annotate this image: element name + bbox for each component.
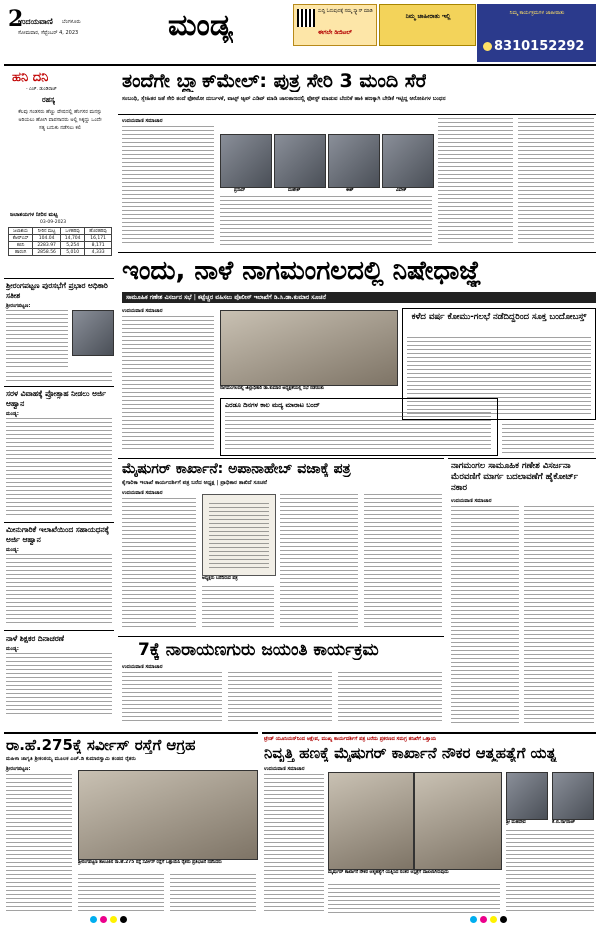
- left-h4-byline: ಮಂಡ್ಯ:: [6, 646, 19, 652]
- highway-deck: ಮಹಿಳಾ ಜಾಗೃತಿ ಶ್ರೀಕಂಠಯ್ಯ ಮೂಲಕ ಎಚ್.ಡಿ ಕುಮಾರಸ್ವಾಮಿ ತಂಡದ ರೈತರು: [6, 756, 136, 762]
- lead-deck: ಸಂಬಂಧಿ, ಸ್ನೇಹಿತರ ಜತೆ ಸೇರಿ ತಂದೆ ಫೋಟೋ ದುರ್ಬಳಕೆ, ವಾಟ್ಸ್ ಆ್ಯಪ್ ಎಡಿಟ್ ಮಾಡಿ ಜಾಲತಾಣದಲ್ಲಿ ಫೋಸ್ಟ್ ಮಾಡುವ ಬೆದರಿಕೆ ಹಾಕಿ ಹಣಕ್ಕಾಗಿ ಬೇಡಿಕೆ ಇಟ್ಟಿದ್ದ ಆರೋಪಿಗಳ ಬಂಧನ: [122, 96, 446, 102]
- ad-placement[interactable]: ನಿಮ್ಮ ಜಾಹೀರಾತು ಇಲ್ಲಿ: [379, 4, 476, 46]
- photo-mahesh: [274, 134, 326, 188]
- left-h1: ಶ್ರೀರಂಗಪಟ್ಟಣ ಪುರಸಭೆಗೆ ಪ್ರಭಾರ ಅಧಿಕಾರಿ ಸತೀಶ: [6, 281, 108, 300]
- sugar-headline: ಮೈಷುಗರ್ ಕಾರ್ಖಾನೆ: ಅಪಾನಾಹೇಬ್ ವಜಾಕ್ಕೆ ಪತ್ರ: [122, 461, 351, 477]
- officer-photo: [72, 310, 114, 356]
- lead-byline: ಉದಯವಾಣಿ ಸಮಾಚಾರ: [122, 118, 163, 124]
- photo-eesh: [328, 134, 380, 188]
- honey-title: ಹನಿ ದನಿ: [12, 70, 49, 85]
- left-h4: ನಾಳೆ ಶಿಕ್ಷಕರ ದಿನಾಚರಣೆ: [6, 634, 65, 643]
- ganesha-story: [118, 252, 596, 457]
- letter-image: [202, 494, 276, 576]
- table-row: ಹಾರಂಗಿ 2858.56 5,010 4,333: [9, 249, 112, 256]
- box-headline: ಕಳೆದ ವರ್ಷ ಕೋಮು-ಗಲಭೆ ನಡೆದಿದ್ದರಿಂದ ಸೂಕ್ತ ಬಂದೋಬಸ್ತ್: [411, 312, 587, 322]
- reservoir-box: [6, 212, 114, 274]
- highway-headline: ರಾ.ಹೆ.275ಕ್ಕೆ ಸರ್ವೀಸ್ ರಸ್ತೆಗೆ ಆಗ್ರಹ: [6, 736, 196, 754]
- left-h3-byline: ಮಂಡ್ಯ:: [6, 547, 19, 553]
- page-number: 2: [8, 6, 24, 32]
- photo-nagaraj: [552, 772, 594, 820]
- name-eesh: ಈಶ್: [346, 188, 354, 193]
- photo-prasad: [220, 134, 272, 188]
- employee-headline: ನಿವೃತ್ತಿ ಹಣಕ್ಕೆ ಮೈಷುಗರ್ ಕಾರ್ಖಾನೆ ನೌಕರ ಆತ್ಮಹತ್ಯೆಗೆ ಯತ್ನ: [264, 744, 557, 762]
- district-title: ಮಂಡ್ಯ: [168, 8, 234, 43]
- narayana-byline: ಉದಯವಾಣಿ ಸಮಾಚಾರ: [122, 664, 163, 670]
- highway-byline: ಶ್ರೀರಂಗಪಟ್ಟಣ:: [6, 766, 31, 772]
- employee-byline: ಉದಯವಾಣಿ ಸಮಾಚಾರ: [264, 766, 305, 772]
- hospital-photo-2: [414, 772, 502, 870]
- narayana-story: [118, 636, 444, 728]
- left-column: [4, 278, 114, 720]
- protest-photo: [78, 770, 258, 860]
- poem-title: ರಹಸ್ಯ: [42, 96, 56, 104]
- lead-headline: ತಂದೆಗೇ ಬ್ಲ್ಯಾಕ್‌ಮೇಲ್: ಪುತ್ರ ಸೇರಿ 3 ಮಂದಿ ಸೆರೆ: [122, 70, 427, 92]
- lead-story: [118, 70, 596, 250]
- reservoir-table: [8, 227, 112, 256]
- hospital-photo-1: [328, 772, 414, 870]
- honey-author: - ಎಚ್. ಡುಂಡಿರಾಜ್: [26, 87, 57, 92]
- table-row: ಕಬಿನಿ 2283.97 5,254 8,171: [9, 242, 112, 249]
- left-h2: ಸರಳ ವಿವಾಹಕ್ಕೆ ಪ್ರೋತ್ಸಾಹ ನೀಡಲು ಅರ್ಜಿ ಆಹ್ವಾನ: [6, 389, 106, 408]
- reservoir-date: 03-09-2023: [40, 220, 67, 225]
- ad-events[interactable]: ನಿಮ್ಮ ಕಾರ್ಯಕ್ರಮಗಳ ಜಾಹೀರಾತು 8310152292: [477, 4, 596, 62]
- registration-marks: [90, 916, 510, 924]
- photo-vivek: [382, 134, 434, 188]
- masthead: [0, 0, 600, 66]
- qr-icon: [297, 9, 315, 27]
- table-row: ಕೆಆರ್‌ಎಸ್ 104.04 14,704 16,171: [9, 235, 112, 242]
- employee-kicker: ಟ್ರೇಡ್ ಯೂನಿಯನ್‌ನಿಂದ ಆಕ್ಷೇಪ, ಮುಖ್ಯ ಕಾರ್ಯದರ್ಶಿಗೆ ಪತ್ರ ಬರೆದು ಪ್ರಕರಣದ ಸಮಗ್ರ ತನಿಖೆಗೆ ಒತ್ತಾಯ: [264, 736, 437, 742]
- protest-caption: ಶ್ರೀರಂಗಪಟ್ಟಣ ತಾಲೂಕಿನ ರಾ.ಹೆ.275 ರಸ್ತೆ ಸರ್ವೀಸ್ ರಸ್ತೆಗೆ ಒತ್ತಾಯಿಸಿ ರೈತರು ಪ್ರತಿಭಟನೆ ನಡೆಸಿದರು: [78, 860, 222, 865]
- ganesha-headline: ಇಂದು, ನಾಳೆ ನಾಗಮಂಗಲದಲ್ಲಿ ನಿಷೇಧಾಜ್ಞೆ: [122, 256, 482, 286]
- date-line: ಸೋಮವಾರ, ಸೆಪ್ಟೆಂಬರ್ 4, 2023: [18, 30, 79, 36]
- edition-city: ಬೆಂಗಳೂರು: [62, 19, 81, 25]
- employee-story: [262, 732, 596, 922]
- liquor-box: [220, 398, 498, 456]
- narayana-headline: 7ಕ್ಕೆ ನಾರಾಯಣಗುರು ಜಯಂತಿ ಕಾರ್ಯಕ್ರಮ: [138, 640, 379, 660]
- name-nagaraj: ಕೆ.ಬಿ.ನಾಗರಾಜ್: [552, 820, 576, 825]
- hc-headline: ನಾಗಮಂಗಲ ಸಾಮೂಹಿಕ ಗಣೇಶ ವಿಸರ್ಜನಾ ಮೆರವಣಿಗೆ ಮಾರ್ಗ ಬದಲಾವಣೆಗೆ ಹೈಕೋರ್ಟ್ ನಕಾರ: [451, 461, 579, 493]
- table-row: ಜಲಾಶಯ ನೀರಿನ ಮಟ್ಟ ಒಳಹರಿವು ಹೊರಹರಿವು: [9, 228, 112, 235]
- left-h3: ಮೀನುಗಾರಿಕೆ ಇಲಾಖೆಯಿಂದ ಸಹಾಯಧನಕ್ಕೆ ಅರ್ಜಿ ಆಹ್ವಾನ: [6, 525, 110, 544]
- ad-digital[interactable]: ಸುದ್ದಿ ಓದುವುದಕ್ಕೆ ನಮ್ಮ ಸ್ಕ್ಯಾನ್ ಮಾಡಿ ಈಗಲೇ ಡಿಜಿಟಲ್: [293, 4, 377, 46]
- sugar-byline: ಉದಯವಾಣಿ ಸಮಾಚಾರ: [122, 490, 163, 496]
- highway-story: [4, 732, 258, 922]
- hospital-caption: ಮೈಷುಗರ್ ಕಾರ್ಖಾನೆ ನೌಕರ ಆತ್ಮಹತ್ಯೆಗೆ ಯತ್ನಿಸಿದ ನಂತರ ಆಸ್ಪತ್ರೆಗೆ ದಾಖಲಾಗಿರುವುದು: [328, 870, 449, 875]
- poem-text: ಕೆಲವು ಗಂಡಸರು ಹೆಣ್ಣು ವೇಷದಲ್ಲಿ ಹೆಂಗಸರ ಮನಸ್ಸು ಅರಿಯಲು ಹೋಗಿ ವಾಪಸಾದರು ಅಲ್ಲಿ ಸಿಕ್ಕದ್ದು ಒಂದೇ ಸತ್ಯ ಬದುಕು ನಡೆಸಲು ಕಲಿ: [18, 109, 102, 131]
- ganesha-byline: ಉದಯವಾಣಿ ಸಮಾಚಾರ: [122, 308, 163, 314]
- sugar-story: [118, 458, 444, 634]
- honey-dani-column: [4, 70, 114, 210]
- name-mahesh: ಮಹೇಶ್: [288, 188, 301, 193]
- liquor-headline: ಎರಡೂ ದಿನಗಳ ಕಾಲ ಮದ್ಯ ಮಾರಾಟ ಬಂದ್: [225, 401, 320, 409]
- paper-name: ಉದಯವಾಣಿ: [18, 17, 53, 26]
- phone-icon: [483, 42, 492, 51]
- name-mahadeva: ಶ್ರೀ ಮಹದೇವ: [506, 820, 526, 825]
- meeting-photo: [220, 310, 398, 386]
- reservoir-title: ಜಲಾಶಯಗಳ ನೀರಿನ ಮಟ್ಟ: [10, 212, 58, 218]
- sugar-deck: ಕೈಗಾರಿಕಾ ಇಲಾಖೆ ಕಾರ್ಯದರ್ಶಿಗೆ ಪತ್ರ ಬರೆದ ಅಧ್ಯಕ್ಷ | ಪ್ರಾಧಿಕಾರ ತಾಖಿದೆ ಸೂಚನೆ: [122, 480, 267, 486]
- letter-caption: ಅಧ್ಯಕ್ಷರು ಬರೆದಿರುವ ಪತ್ರ: [202, 576, 238, 581]
- name-prasad: ಪ್ರಸಾದ್: [234, 188, 246, 193]
- hc-byline: ಉದಯವಾಣಿ ಸಮಾಚಾರ: [451, 498, 492, 504]
- photo-mahadeva: [506, 772, 548, 820]
- meeting-caption: ನಾಗಮಂಗಲದಲ್ಲಿ ಜಿಲ್ಲಾಧಿಕಾರಿ ಡಾ.ಕುಮಾರ ಅಧ್ಯಕ್ಷತೆಯಲ್ಲಿ ಸಭೆ ನಡೆಯಿತು: [220, 386, 324, 391]
- name-vivek: ವಿವೇಕ್: [396, 188, 407, 193]
- nagamangala-hc-story: [448, 458, 596, 730]
- left-h1-byline: ಶ್ರೀರಂಗಪಟ್ಟಣ:: [6, 303, 31, 309]
- ganesha-deck: ಸಾಮೂಹಿಕ ಗಣೇಶ ವಿಸರ್ಜನ ಸಭೆ | ಕಟ್ಟೆಚ್ಚರ ವಹಿಸಲು ಪೊಲೀಸ್ ಇಲಾಖೆಗೆ ಡಿ.ಸಿ.ಡಾ.ಕುಮಾರ ಸೂಚನೆ: [122, 292, 596, 303]
- left-h2-byline: ಮಂಡ್ಯ:: [6, 411, 19, 417]
